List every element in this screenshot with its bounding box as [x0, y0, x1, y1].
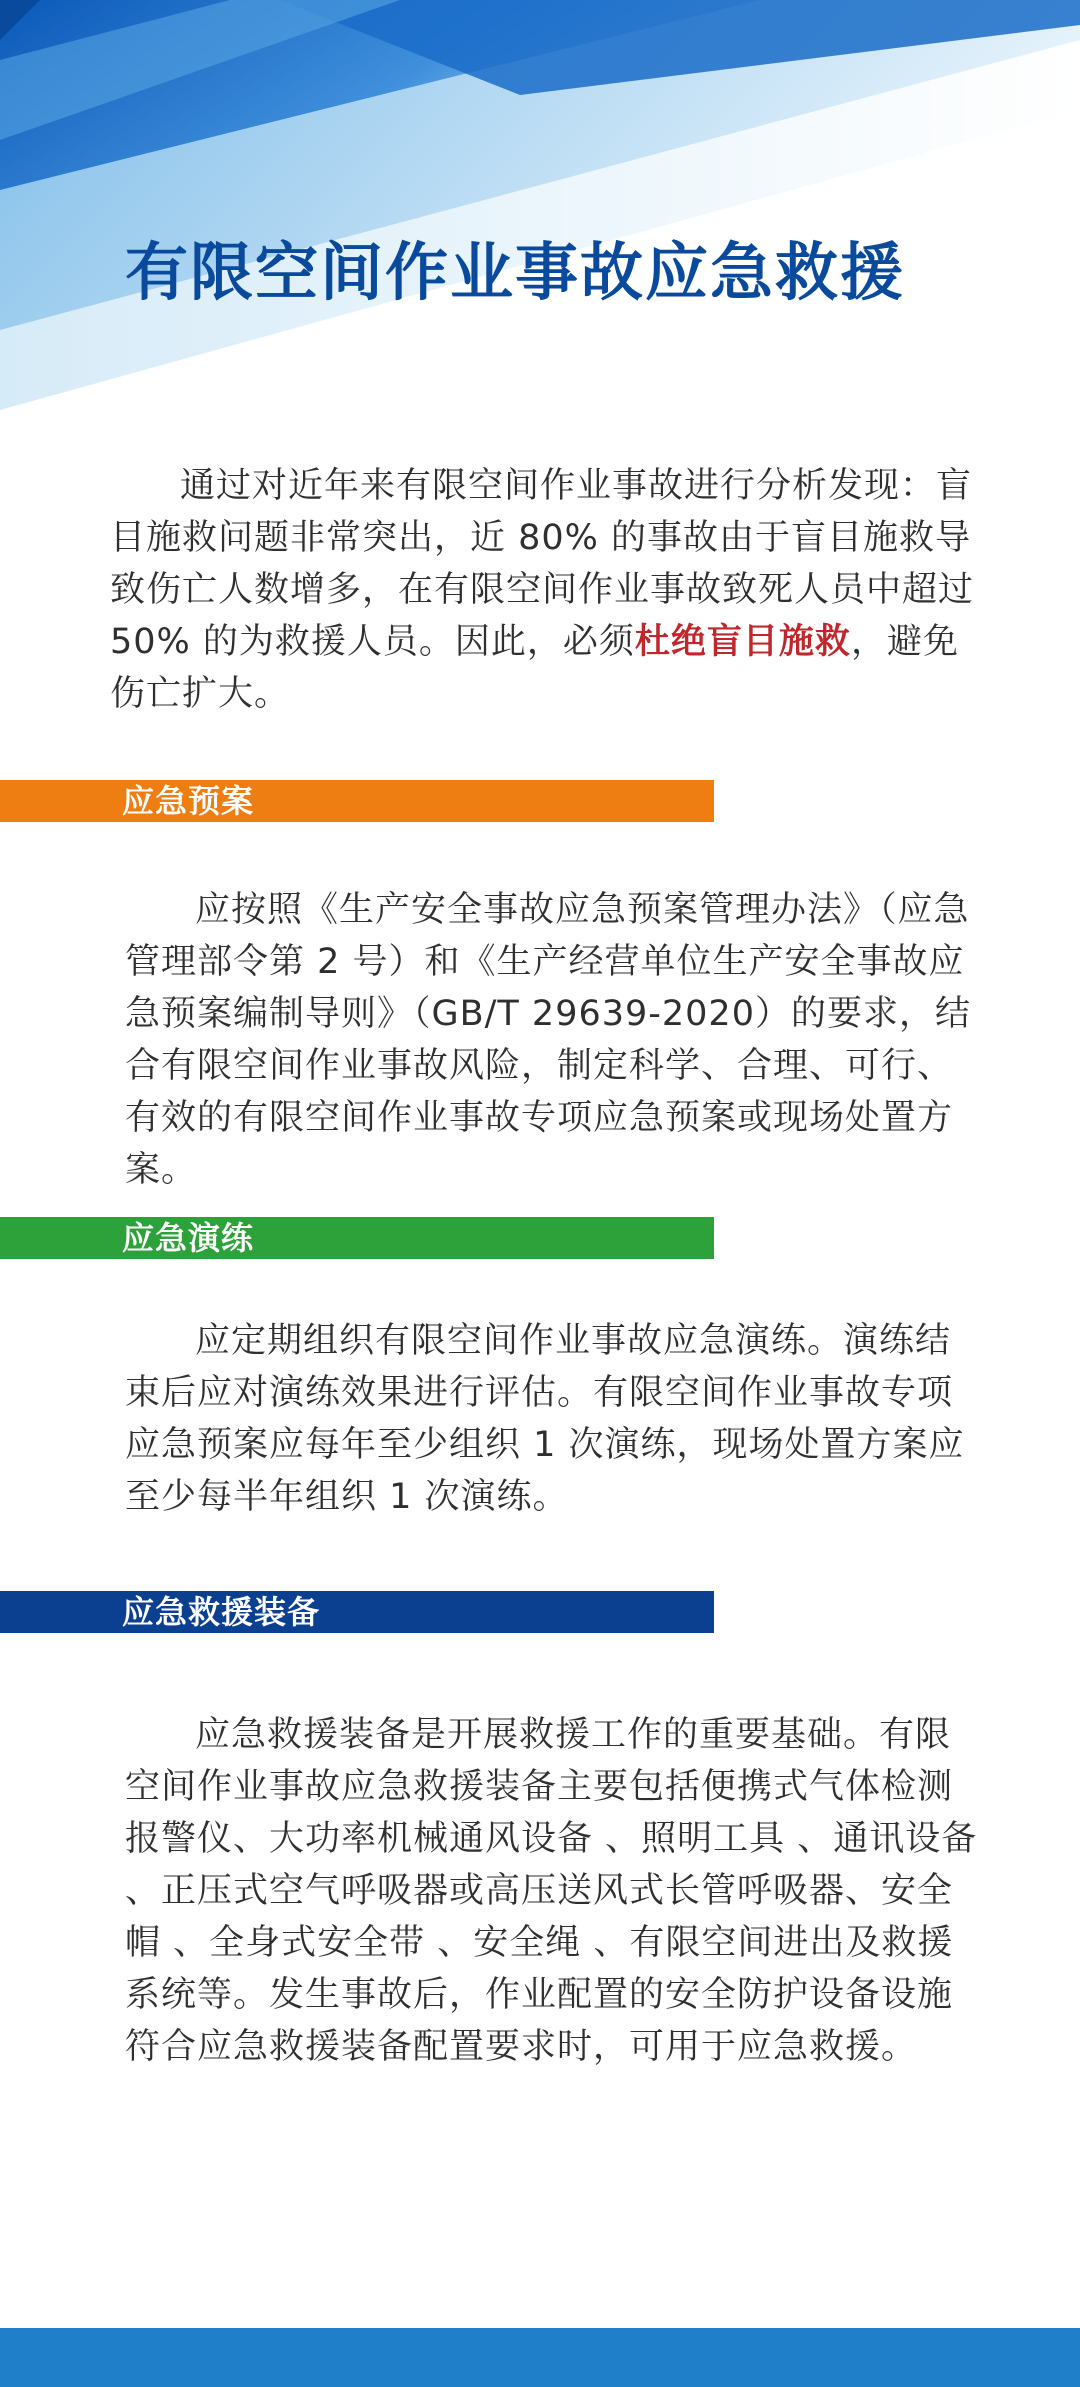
- section-text-emergency-drill: 应定期组织有限空间作业事故应急演练。演练结束后应对演练效果进行评估。有限空间作业事故专项应急预案应每年至少组织 1 次演练，现场处置方案应至少每半年组织 1 次演练。: [125, 1321, 965, 1517]
- section-label-emergency-plan: 应急预案: [122, 782, 255, 820]
- intro-text-after: ，避免伤亡扩大。: [110, 622, 959, 714]
- intro-text-before: 通过对近年来有限空间作业事故进行分析发现：盲目施救问题非常突出，近 80% 的事故由于盲目施救导致伤亡人数增多，在有限空间作业事故致死人员中超过 50% 的为救援人员。因此，必须: [110, 466, 975, 662]
- section-bar-emergency-plan: [0, 780, 714, 822]
- footer-bar: [0, 2328, 1080, 2387]
- page-title: 有限空间作业事故应急救援: [125, 236, 905, 309]
- section-paragraph-emergency-plan: [125, 884, 985, 1196]
- section-label-emergency-drill: 应急演练: [122, 1219, 255, 1257]
- section-paragraph-rescue-equipment: [125, 1709, 985, 2073]
- section-bar-emergency-drill: [0, 1217, 714, 1259]
- section-bar-rescue-equipment: [0, 1591, 714, 1633]
- section-paragraph-emergency-drill: [125, 1315, 985, 1523]
- section-label-rescue-equipment: 应急救援装备: [122, 1593, 321, 1631]
- intro-highlight: 杜绝盲目施救: [634, 622, 851, 662]
- intro-paragraph: [110, 460, 990, 720]
- section-text-rescue-equipment: 应急救援装备是开展救援工作的重要基础。有限空间作业事故应急救援装备主要包括便携式气体检测报警仪、大功率机械通风设备 、照明工具 、通讯设备 、正压式空气呼吸器或高压送风式长管呼吸器、安全帽 、全身式安全带 、安全绳 、有限空间进出及救援系统等。发生事故后，作业配置的安全防护设备设施符合应急救援装备配置要求时，可用于应急救援。: [125, 1715, 978, 2067]
- section-text-emergency-plan: 应按照《生产安全事故应急预案管理办法》（应急管理部令第 2 号）和《生产经营单位生产安全事故应急预案编制导则》（GB/T 29639-2020）的要求，结合有限空间作业事故风险，制定科学、合理、可行、有效的有限空间作业事故专项应急预案或现场处置方案。: [125, 890, 971, 1190]
